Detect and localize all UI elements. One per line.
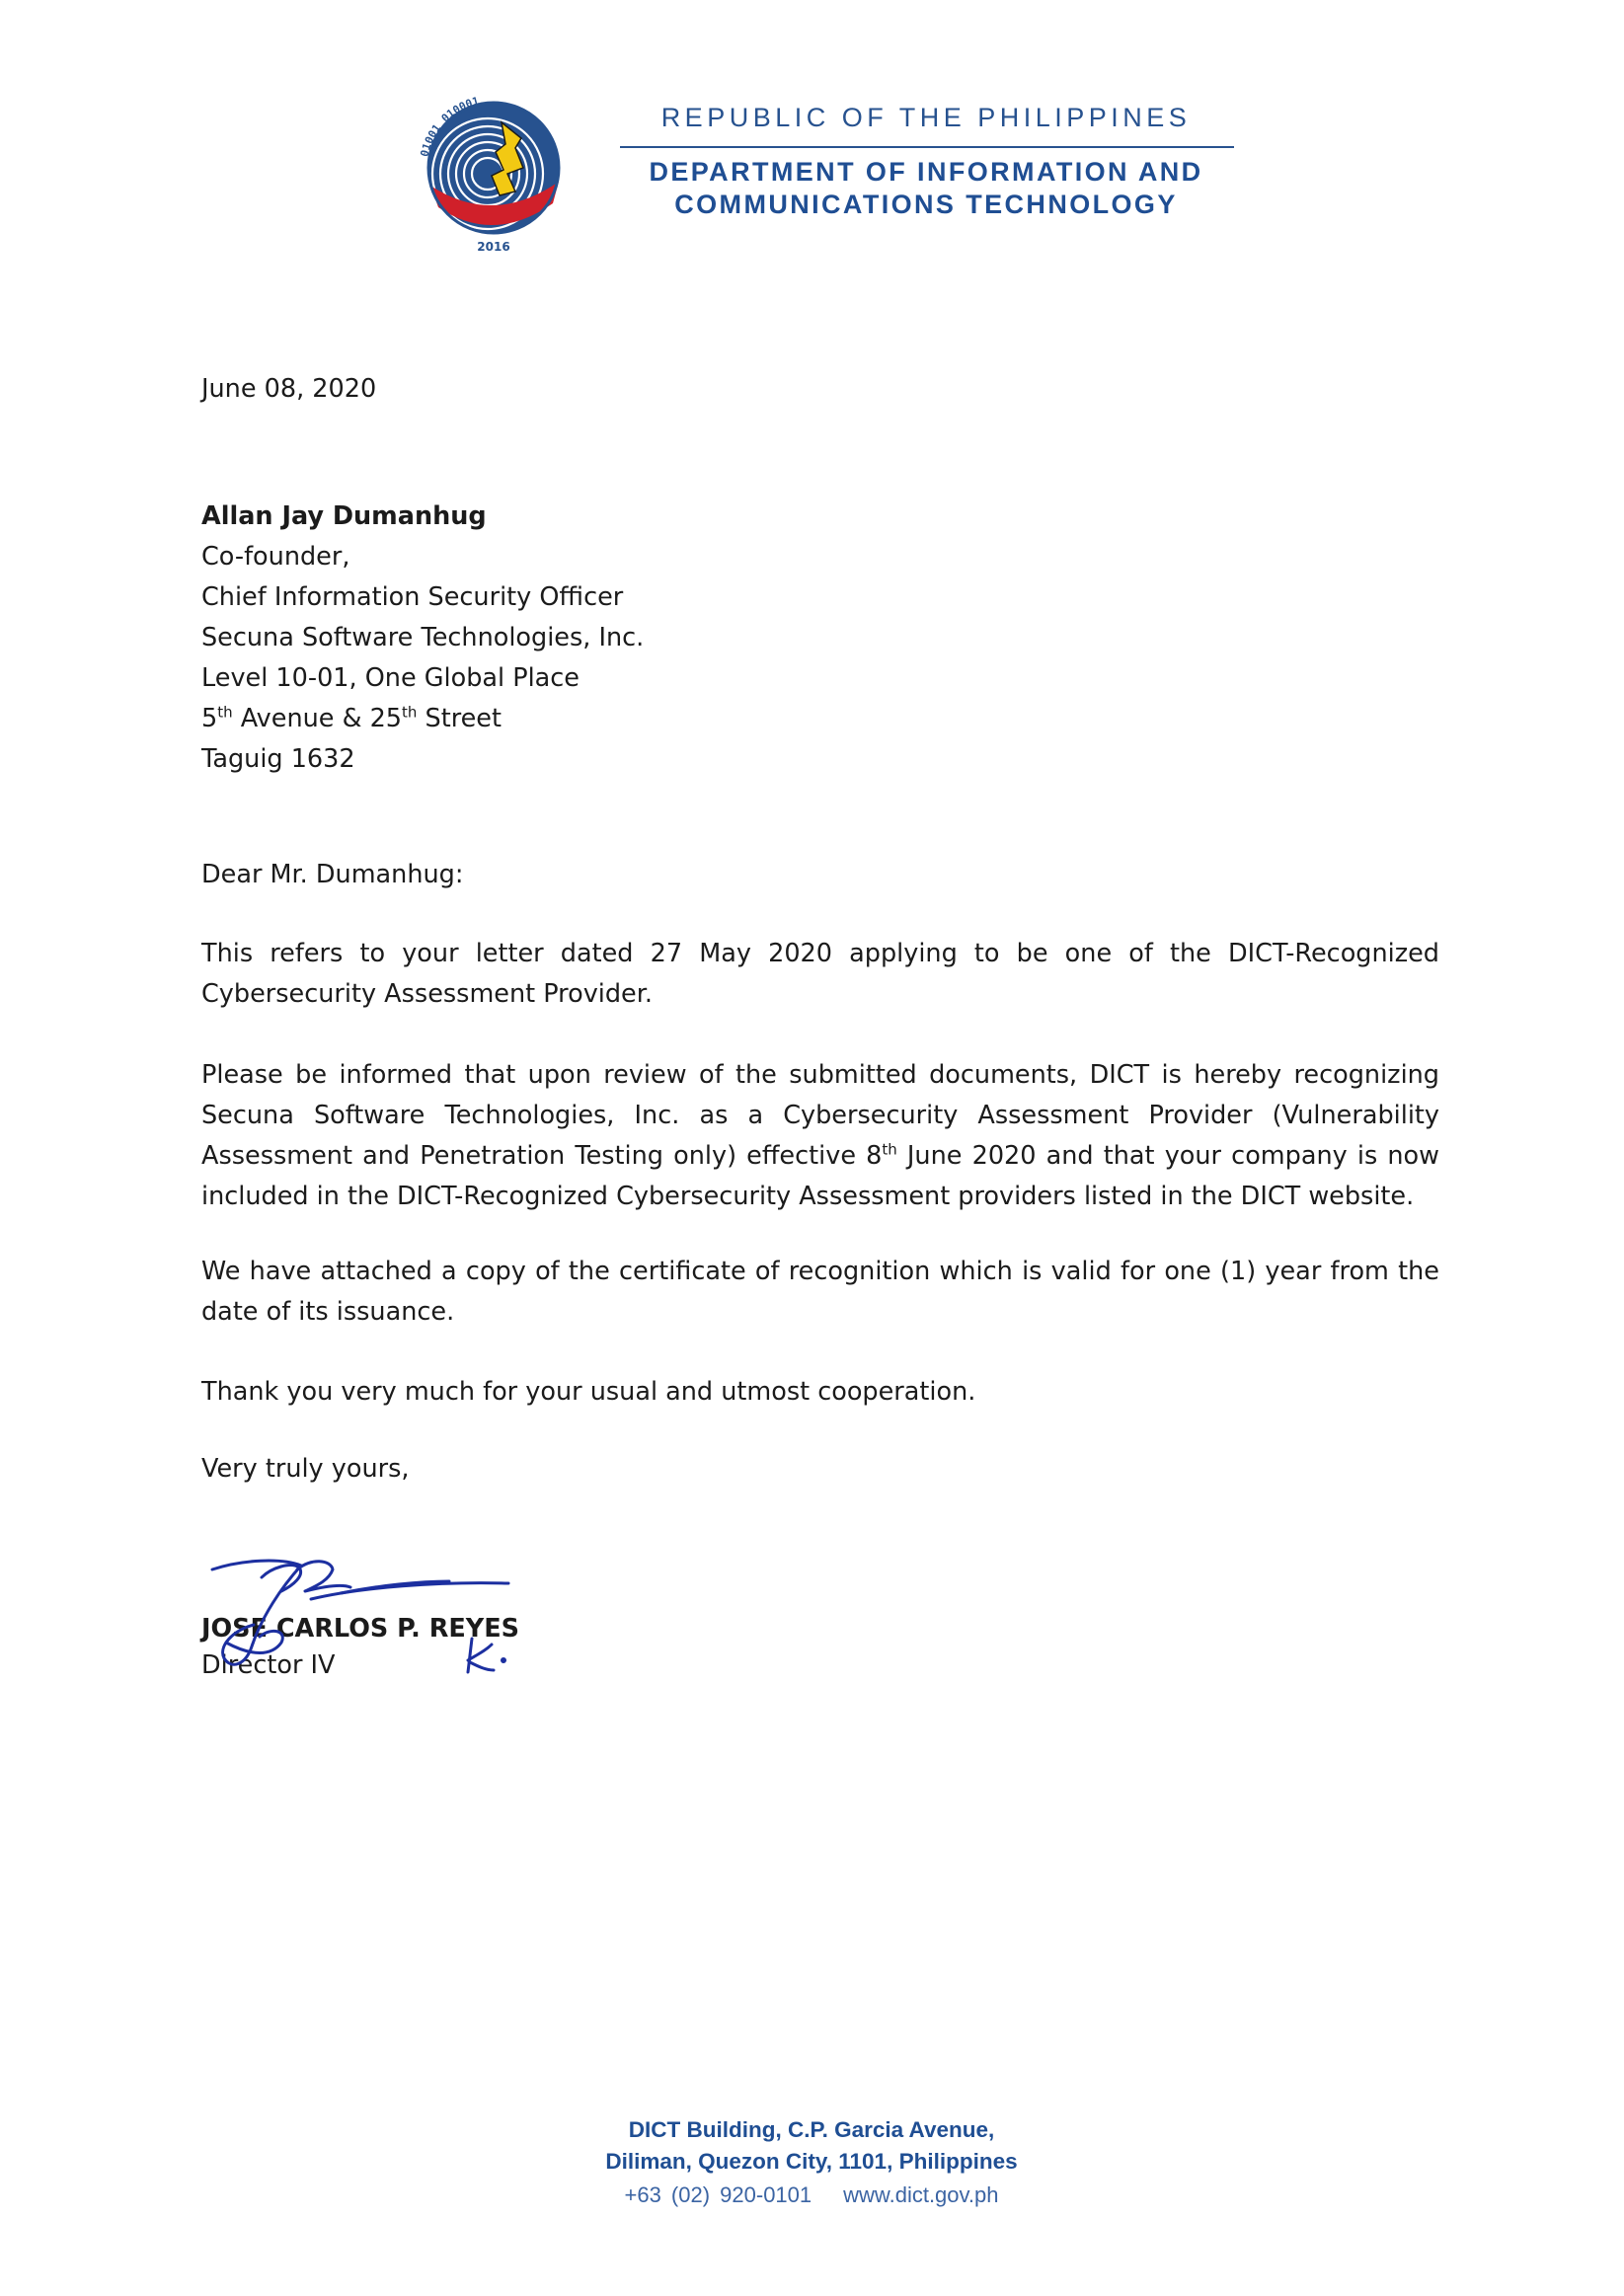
paragraph-3: We have attached a copy of the certificate of recognition which is valid for one (1) year from the date of its issuance.: [201, 1257, 1439, 1327]
paragraph-1: This refers to your letter dated 27 May 2020 applying to be one of the DICT-Recognized Cybersecurity Assessment Provider.: [201, 939, 1439, 1009]
address-part: Street: [417, 704, 502, 733]
ordinal-suffix: th: [217, 703, 233, 722]
footer-address-2: Diliman, Quezon City, 1101, Philippines: [605, 2149, 1018, 2174]
paragraph-4: Thank you very much for your usual and utmost cooperation.: [201, 1377, 976, 1407]
letter-date: June 08, 2020: [201, 374, 377, 404]
paragraph-2-part: June 2020 and that your company is now included in the DICT-Recognized Cybersecurity Assessment providers listed in the DICT website.: [201, 1141, 1439, 1211]
recipient-address-1: Level 10-01, One Global Place: [201, 663, 580, 693]
recipient-company: Secuna Software Technologies, Inc.: [201, 623, 645, 652]
recipient-address-3: Taguig 1632: [201, 744, 355, 774]
department-line-2: COMMUNICATIONS TECHNOLOGY: [674, 190, 1178, 219]
republic-heading: REPUBLIC OF THE PHILIPPINES: [660, 103, 1192, 132]
header-divider: [620, 146, 1234, 148]
seal-binary-text: 01001 010001: [418, 94, 481, 159]
recipient-block: [201, 497, 644, 780]
recipient-title-1: Co-founder,: [201, 542, 350, 572]
footer-address-1: DICT Building, C.P. Garcia Avenue,: [628, 2117, 995, 2142]
recipient-name: Allan Jay Dumanhug: [201, 501, 487, 531]
ordinal-suffix: th: [402, 703, 418, 722]
signatory-title: Director IV: [201, 1650, 336, 1680]
closing: Very truly yours,: [201, 1454, 410, 1484]
salutation: Dear Mr. Dumanhug:: [201, 860, 464, 889]
dict-seal-logo: [405, 79, 582, 257]
paragraph-2: [201, 1055, 1439, 1217]
recipient-title-2: Chief Information Security Officer: [201, 582, 624, 612]
recipient-address-2: [201, 699, 644, 739]
address-part: 5: [201, 704, 218, 733]
signatory-name: JOSE CARLOS P. REYES: [201, 1614, 520, 1644]
seal-year: 2016: [477, 240, 510, 254]
department-line-1: DEPARTMENT OF INFORMATION AND: [649, 157, 1203, 187]
department-heading: [620, 156, 1232, 221]
footer-phone: +63 (02) 920-0101: [624, 2182, 812, 2207]
ordinal-suffix: th: [882, 1140, 897, 1159]
handwritten-initial: [456, 1631, 515, 1680]
footer-website[interactable]: www.dict.gov.ph: [843, 2182, 999, 2207]
address-part: Avenue & 25: [232, 704, 403, 733]
footer-contact: [515, 2178, 1108, 2213]
letter-footer: [515, 2114, 1108, 2213]
paragraph-2-part: Please be informed that upon review of the submitted documents, DICT is hereby recognizing Secuna Software Technologies, Inc. as a Cybersecurity Assessment Provider (Vulnerability Assessment and Penetration Testing only) effective 8: [201, 1060, 1439, 1171]
